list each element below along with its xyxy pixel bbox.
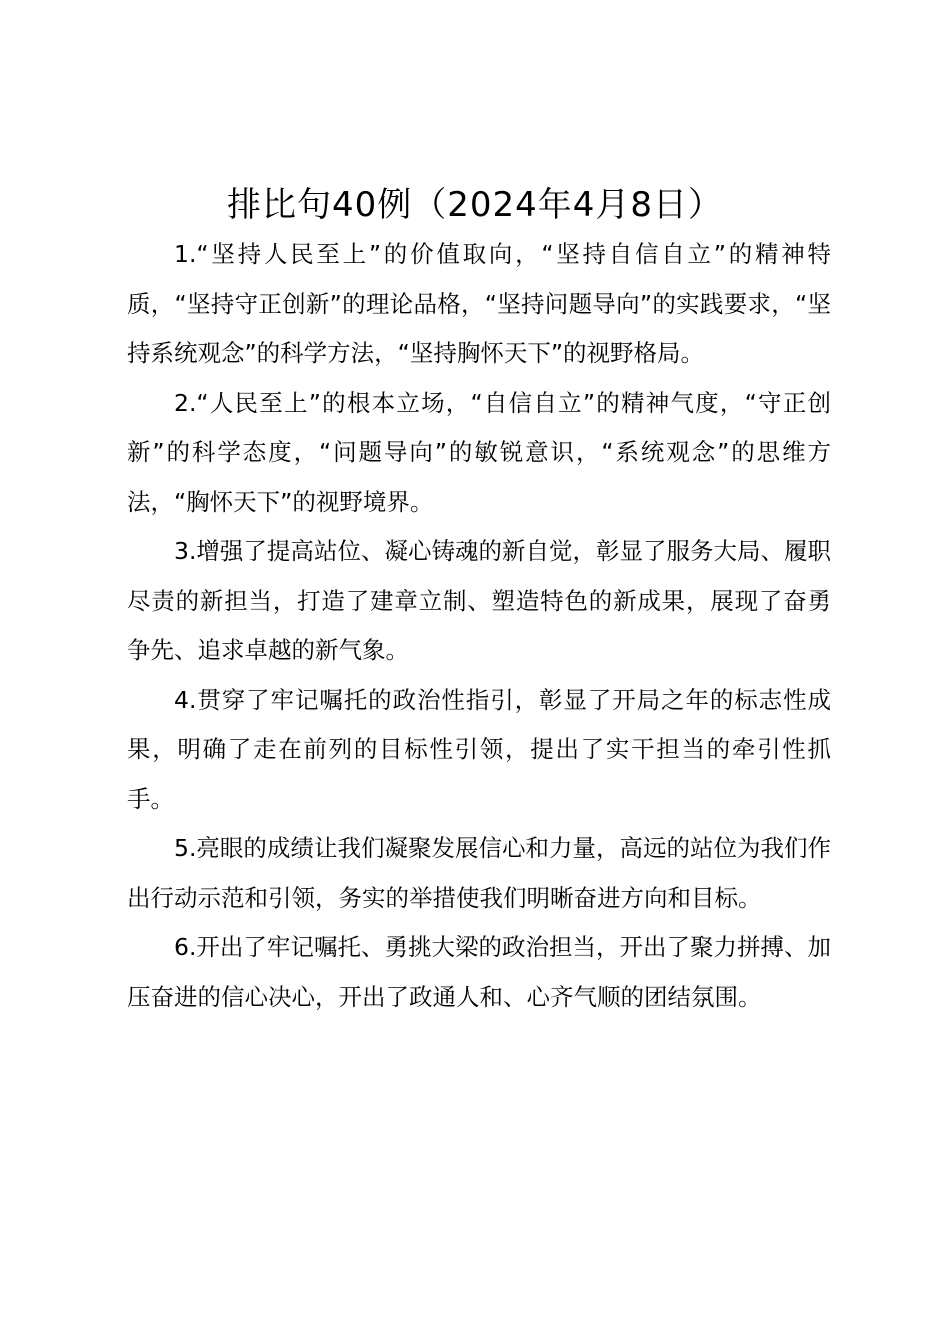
document-body xyxy=(127,230,831,1022)
paragraph-2: 2.“人民至上”的根本立场，“自信自立”的精神气度，“守正创新”的科学态度，“问题导向”的敏锐意识，“系统观念”的思维方法，“胸怀天下”的视野境界。 xyxy=(127,388,831,516)
paragraph-5: 5.亮眼的成绩让我们凝聚发展信心和力量，高远的站位为我们作出行动示范和引领，务实的举措使我们明晰奋进方向和目标。 xyxy=(127,834,831,912)
document-title: 排比句40例（2024年4月8日） xyxy=(226,185,724,225)
paragraph-1: 1.“坚持人民至上”的价值取向，“坚持自信自立”的精神特质，“坚持守正创新”的理论品格，“坚持问题导向”的实践要求，“坚持系统观念”的科学方法，“坚持胸怀天下”的视野格局。 xyxy=(127,240,831,367)
paragraph-6: 6.开出了牢记嘱托、勇挑大梁的政治担当，开出了聚力拼搏、加压奋进的信心决心，开出了政通人和、心齐气顺的团结氛围。 xyxy=(127,933,831,1011)
paragraph-3: 3.增强了提高站位、凝心铸魂的新自觉，彰显了服务大局、履职尽责的新担当，打造了建章立制、塑造特色的新成果，展现了奋勇争先、追求卓越的新气象。 xyxy=(127,537,831,664)
paragraph-4: 4.贯穿了牢记嘱托的政治性指引，彰显了开局之年的标志性成果，明确了走在前列的目标性引领，提出了实干担当的牵引性抓手。 xyxy=(127,685,831,813)
